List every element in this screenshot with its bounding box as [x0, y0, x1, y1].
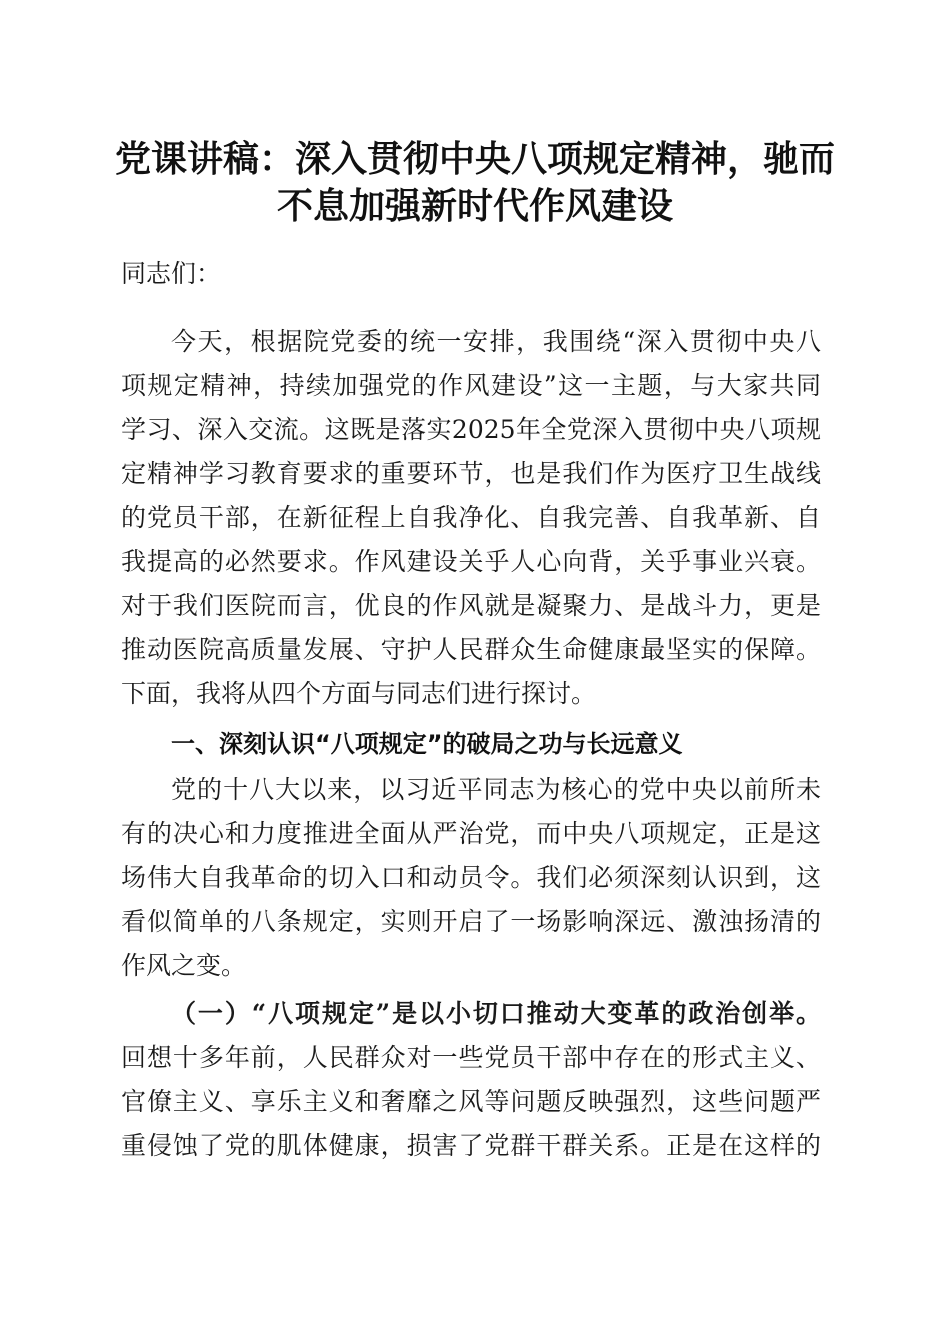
intro-line: 定精神学习教育要求的重要环节，也是我们作为医疗卫生战线 [121, 459, 821, 488]
section-1-line: 看似简单的八条规定，实则开启了一场影响深远、激浊扬清的 [121, 907, 821, 936]
document-title-line-1: 党课讲稿：深入贯彻中央八项规定精神，驰而 [114, 138, 835, 180]
section-1-line: 有的决心和力度推进全面从严治党，而中央八项规定，正是这 [121, 819, 821, 848]
intro-line: 我提高的必然要求。作风建设关乎人心向背，关乎事业兴衰。 [121, 547, 821, 576]
section-1-line: 场伟大自我革命的切入口和动员令。我们必须深刻认识到，这 [121, 863, 821, 892]
intro-line: 下面，我将从四个方面与同志们进行探讨。 [121, 679, 597, 708]
subsection-1-line: 重侵蚀了党的肌体健康，损害了党群干群关系。正是在这样的 [121, 1131, 821, 1160]
intro-line: 的党员干部，在新征程上自我净化、自我完善、自我革新、自 [121, 503, 821, 532]
intro-line: 今天，根据院党委的统一安排，我围绕“深入贯彻中央八 [171, 327, 821, 356]
intro-line: 学习、深入交流。这既是落实2025年全党深入贯彻中央八项规 [121, 415, 821, 444]
intro-line: 项规定精神，持续加强党的作风建设”这一主题，与大家共同 [121, 371, 821, 400]
intro-line: 推动医院高质量发展、守护人民群众生命健康最坚实的保障。 [121, 635, 821, 664]
section-1-heading: 一、深刻认识“八项规定”的破局之功与长远意义 [171, 730, 683, 758]
subsection-1-line: 回想十多年前，人民群众对一些党员干部中存在的形式主义、 [121, 1043, 821, 1072]
section-1-line: 作风之变。 [121, 951, 247, 980]
intro-line: 对于我们医院而言，优良的作风就是凝聚力、是战斗力，更是 [121, 591, 821, 620]
subsection-1-heading: （一）“八项规定”是以小切口推动大变革的政治创举。 [171, 999, 821, 1028]
document-title-line-2: 不息加强新时代作风建设 [276, 185, 673, 227]
salutation: 同志们： [121, 259, 222, 288]
subsection-1-line: 官僚主义、享乐主义和奢靡之风等问题反映强烈，这些问题严 [121, 1087, 821, 1116]
section-1-line: 党的十八大以来，以习近平同志为核心的党中央以前所未 [171, 775, 821, 804]
